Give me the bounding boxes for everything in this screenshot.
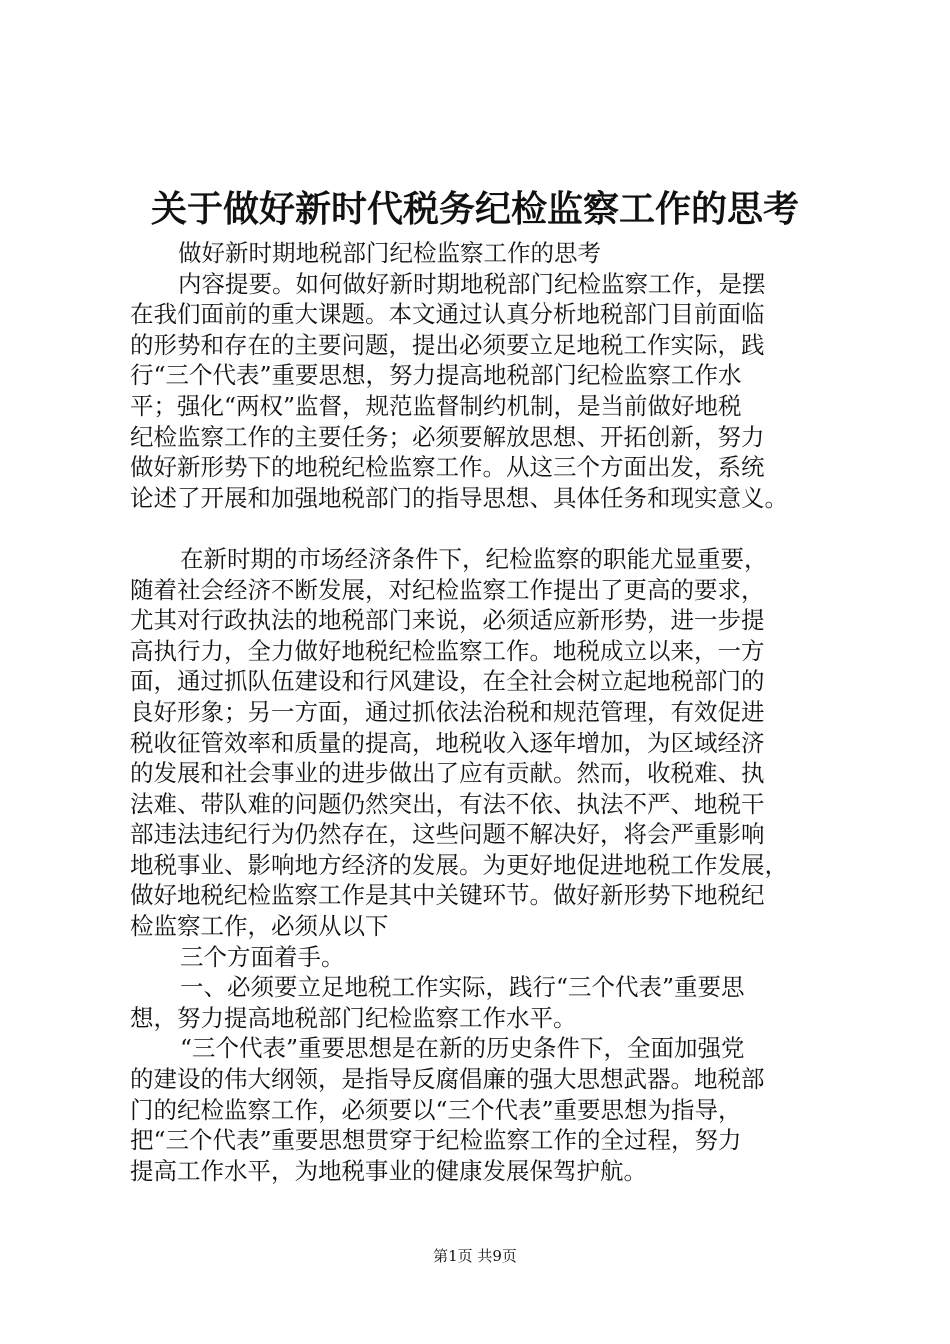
paragraph-line: 尤其对行政执法的地税部门来说，必须适应新形势，进一步提 (130, 606, 765, 635)
document-title: 关于做好新时代税务纪检监察工作的思考 (150, 188, 799, 230)
paragraph-line: 的发展和社会事业的进步做出了应有贡献。然而，收税难、执 (130, 759, 765, 788)
subtitle-line: 做好新时期地税部门纪检监察工作的思考 (178, 239, 601, 267)
section-heading-line: 一、必须要立足地税工作实际，践行“三个代表”重要思 (180, 973, 745, 1002)
document-body (130, 238, 842, 1186)
abstract-line: 的形势和存在的主要问题，提出必须要立足地税工作实际，践 (130, 330, 765, 359)
paragraph-line: 门的纪检监察工作，必须要以“三个代表”重要思想为指导， (130, 1095, 742, 1124)
paragraph-line: 地税事业、影响地方经济的发展。为更好地促进地税工作发展， (130, 850, 788, 879)
abstract-line: 内容提要。如何做好新时期地税部门纪检监察工作，是摆 (178, 269, 766, 298)
paragraph-line: “三个代表”重要思想是在新的历史条件下，全面加强党 (180, 1034, 745, 1063)
paragraph-line: 部违法违纪行为仍然存在，这些问题不解决好，将会严重影响 (130, 820, 765, 849)
page-number-footer: 第1页 共9页 (433, 1247, 517, 1265)
abstract-line: 平；强化“两权”监督，规范监督制约机制，是当前做好地税 (130, 391, 742, 420)
paragraph-line: 提高工作水平，为地税事业的健康发展保驾护航。 (130, 1156, 647, 1185)
abstract-line: 在我们面前的重大课题。本文通过认真分析地税部门目前面临 (130, 300, 765, 329)
paragraph-line: 高执行力，全力做好地税纪检监察工作。地税成立以来，一方 (130, 636, 765, 665)
paragraph-line: 法难、带队难的问题仍然突出，有法不依、执法不严、地税干 (130, 789, 765, 818)
abstract-line: 纪检监察工作的主要任务；必须要解放思想、开拓创新，努力 (130, 422, 765, 451)
abstract-line: 做好新形势下的地税纪检监察工作。从这三个方面出发，系统 (130, 453, 765, 482)
paragraph-line: 良好形象；另一方面，通过抓依法治税和规范管理，有效促进 (130, 697, 765, 726)
paragraph-line: 面，通过抓队伍建设和行风建设，在全社会树立起地税部门的 (130, 667, 765, 696)
blank-line (130, 513, 842, 544)
paragraph-line: 随着社会经济不断发展，对纪检监察工作提出了更高的要求， (130, 575, 765, 604)
paragraph-line: 检监察工作，必须从以下 (130, 912, 389, 941)
abstract-line: 论述了开展和加强地税部门的指导思想、具体任务和现实意义。 (130, 483, 788, 512)
paragraph-line: 三个方面着手。 (180, 942, 345, 971)
paragraph-line: 把“三个代表”重要思想贯穿于纪检监察工作的全过程，努力 (130, 1126, 742, 1155)
paragraph-line: 税收征管效率和质量的提高，地税收入逐年增加，为区域经济 (130, 728, 765, 757)
paragraph-line: 的建设的伟大纲领，是指导反腐倡廉的强大思想武器。地税部 (130, 1065, 765, 1094)
paragraph-line: 在新时期的市场经济条件下，纪检监察的职能尤显重要， (180, 544, 768, 573)
paragraph-line: 做好地税纪检监察工作是其中关键环节。做好新形势下地税纪 (130, 881, 765, 910)
section-heading-line: 想，努力提高地税部门纪检监察工作水平。 (130, 1003, 577, 1032)
abstract-line: 行“三个代表”重要思想，努力提高地税部门纪检监察工作水 (130, 361, 742, 390)
